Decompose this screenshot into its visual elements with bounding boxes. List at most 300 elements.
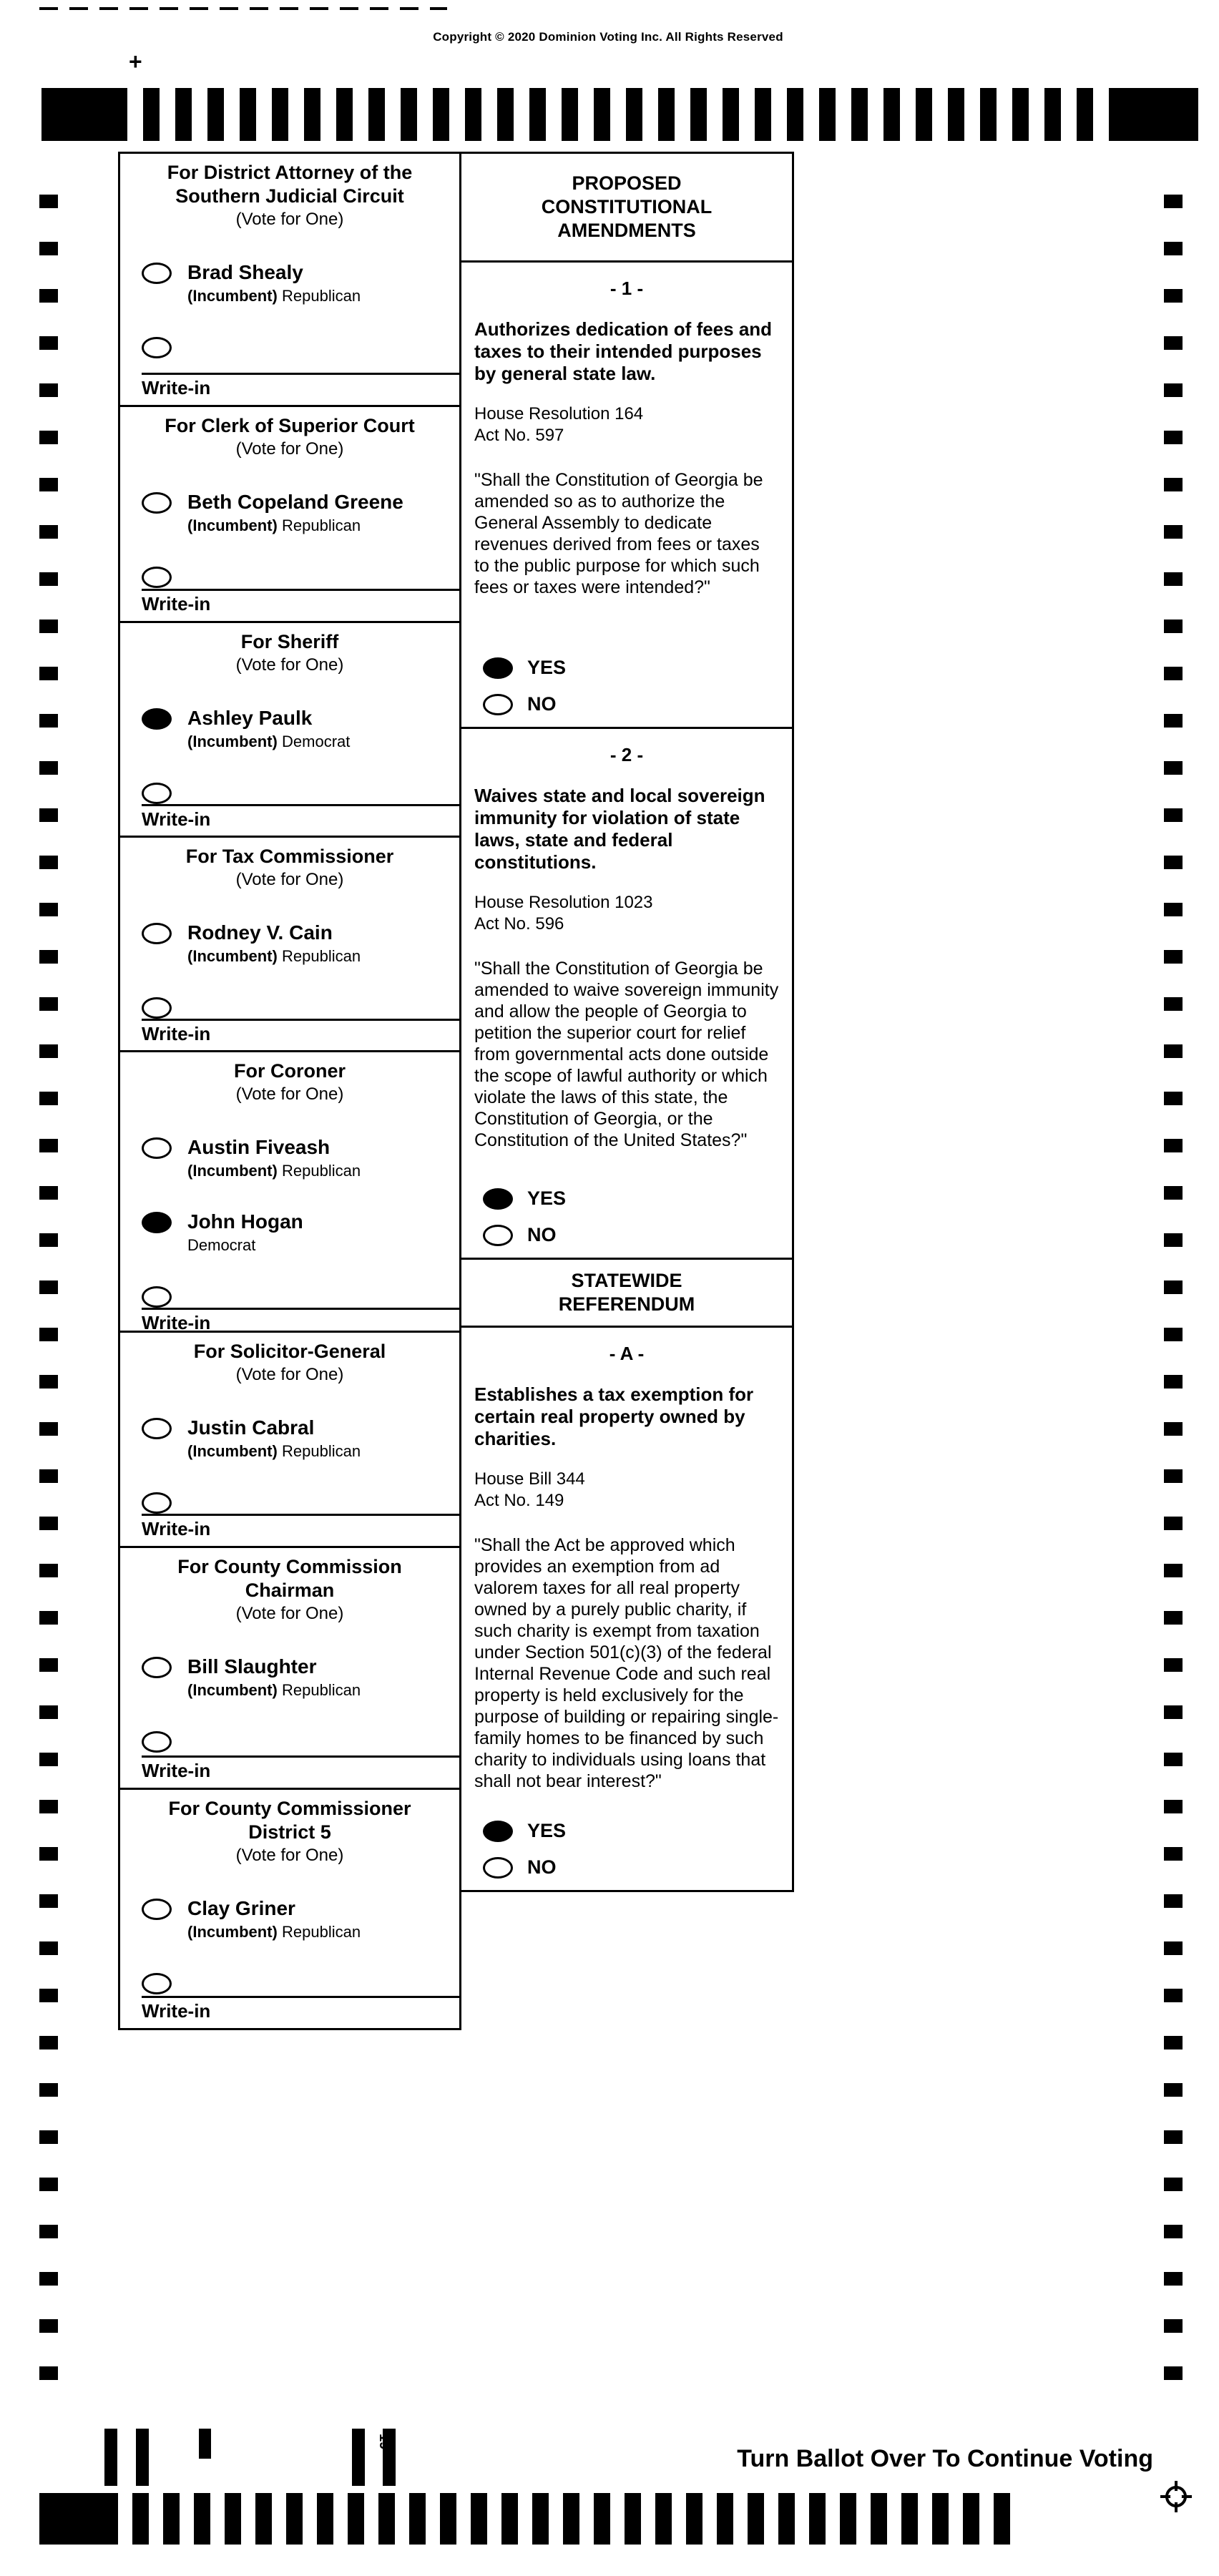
vote-oval[interactable] [142,263,172,284]
candidate-party [187,1442,361,1461]
timing-mark-bar [686,2493,702,2545]
stub-barcode-bar [352,2429,365,2486]
candidate-list [120,1657,459,1753]
contest-box [118,152,461,407]
timing-mark-bar [409,2493,426,2545]
edge-timing-mark [39,2130,58,2144]
candidate-list [120,923,459,1019]
measure-authority [474,892,779,935]
candidate-list [120,1899,459,1994]
incumbent-label: (Incumbent) [187,1923,278,1941]
edge-timing-mark [39,431,58,444]
yes-oval-filled[interactable] [483,1188,513,1210]
write-in-oval[interactable] [142,997,172,1019]
contest-box [118,621,461,838]
measure-number: - 2 - [610,744,644,765]
contest-title [120,1797,459,1844]
write-in-area[interactable] [142,804,459,831]
no-option-row [483,1856,779,1879]
write-in-oval[interactable] [142,567,172,588]
party-label: Republican [282,1442,361,1460]
section-header-line: STATEWIDE [571,1270,682,1291]
incumbent-label: (Incumbent) [187,287,278,305]
measure-question: "Shall the Constitution of Georgia be amended so as to authorize the General Assembly to dedicate revenues derived from fees or taxes to the public purpose for which such fees or taxes were intended?" [474,470,763,597]
candidate-text [187,261,361,305]
edge-timing-mark [1164,2319,1183,2333]
timing-mark-bar [625,2493,641,2545]
edge-timing-mark [1164,2083,1183,2097]
timing-mark-bar [286,2493,303,2545]
candidate-row [142,263,459,305]
timing-mark-bar [717,2493,733,2545]
edge-timing-mark [1164,1800,1183,1813]
no-oval[interactable] [483,694,513,715]
timing-mark-bar [690,88,707,141]
vote-oval[interactable] [142,1899,172,1920]
edge-timing-mark [39,383,58,397]
edge-timing-mark [39,2366,58,2380]
timing-block [41,88,127,141]
write-in-label: Write-in [142,377,211,398]
edge-timing-mark [39,1517,58,1530]
edge-timing-mark [1164,2272,1183,2286]
edge-timing-mark [1164,289,1183,303]
edge-timing-mark [1164,1705,1183,1719]
timing-mark-bar [207,88,224,141]
contest-title-line: For Clerk of Superior Court [165,415,415,436]
candidate-row [142,1137,459,1180]
edge-timing-mark [39,1894,58,1908]
copyright-text: Copyright © 2020 Dominion Voting Inc. All Rights Reserved [433,30,783,44]
candidate-row [142,1212,459,1255]
stub-number: 19 [376,2434,392,2450]
write-in-oval[interactable] [142,1973,172,1994]
candidate-row [142,708,459,751]
measure-summary: Waives state and local sovereign immunity for violation of state laws, state and federal constitutions. [474,785,765,873]
perforation-dashes [39,7,447,10]
edge-timing-mark [1164,856,1183,869]
candidate-text [187,921,361,966]
incumbent-label: (Incumbent) [187,947,278,965]
vote-oval[interactable] [142,1137,172,1159]
candidate-row [142,923,459,966]
candidate-party [187,287,361,305]
candidate-text [187,1136,361,1180]
timing-mark-bar [655,2493,672,2545]
vote-oval[interactable] [142,1657,172,1678]
edge-timing-mark [39,1564,58,1577]
timing-mark-bar [163,2493,180,2545]
measure-number: - 1 - [610,278,644,299]
candidate-name: Beth Copeland Greene [187,491,403,513]
edge-timing-mark [39,572,58,586]
timing-mark-bar [532,2493,549,2545]
candidate-row [142,1657,459,1700]
write-in-row [142,1973,459,1994]
edge-timing-mark [1164,903,1183,916]
no-label: NO [527,1224,557,1245]
timing-mark-bar [963,2493,979,2545]
measure-box [459,260,794,729]
timing-mark-bar [471,2493,487,2545]
edge-timing-mark [39,242,58,255]
edge-timing-mark [39,761,58,775]
candidate-name: Clay Griner [187,1897,295,1919]
edge-timing-mark [1164,667,1183,680]
edge-timing-mark [39,2036,58,2049]
timing-mark-bar [748,2493,764,2545]
vote-oval[interactable] [142,492,172,514]
yes-label: YES [527,657,567,678]
edge-timing-mark [39,525,58,539]
yes-oval-filled[interactable] [483,657,513,679]
yes-option-row [483,657,779,679]
timing-mark-bar [594,88,610,141]
edge-timing-mark [1164,1469,1183,1483]
write-in-area[interactable] [142,589,459,615]
measure-options [474,1187,779,1249]
edge-timing-mark [39,1375,58,1389]
write-in-row [142,783,459,804]
contest-box [118,405,461,623]
contest-title-line: District 5 [248,1821,331,1843]
candidate-name: John Hogan [187,1210,303,1233]
candidate-name: Justin Cabral [187,1416,315,1439]
edge-timing-mark [39,1233,58,1247]
timing-mark-bar [562,88,578,141]
measures-column [459,154,794,1892]
contest-title-line: For District Attorney of the [167,162,413,183]
contest-title-line: For Solicitor-General [193,1341,386,1362]
edge-timing-mark [39,2225,58,2238]
write-in-oval[interactable] [142,1286,172,1308]
contest-box [118,1050,461,1333]
write-in-oval[interactable] [142,337,172,358]
timing-block [39,2493,118,2545]
candidate-row [142,492,459,535]
yes-label: YES [527,1820,567,1841]
timing-mark-bar [501,2493,518,2545]
party-label: Republican [282,947,361,965]
party-label: Democrat [187,1236,256,1254]
measure-options [474,657,779,718]
vote-for-instruction: (Vote for One) [235,1365,344,1384]
timing-mark-bar [948,88,964,141]
edge-timing-mark [39,1422,58,1436]
timing-mark-bar [240,88,256,141]
timing-mark-bar [378,2493,395,2545]
write-in-row [142,567,459,588]
incumbent-label: (Incumbent) [187,733,278,750]
edge-timing-mark [39,1989,58,2002]
section-header-box [459,1258,794,1328]
yes-oval-filled[interactable] [483,1821,513,1842]
section-header-line: REFERENDUM [558,1293,695,1315]
write-in-label: Write-in [142,808,211,830]
edge-timing-mark [1164,1753,1183,1766]
vote-for-instruction: (Vote for One) [235,1846,344,1865]
timing-mark-bar [851,88,868,141]
write-in-row [142,997,459,1019]
contest-title-line: For Coroner [233,1060,346,1082]
timing-mark-bar [194,2493,210,2545]
edge-timing-mark [1164,195,1183,208]
vote-for-instruction: (Vote for One) [235,1084,344,1104]
vote-for-instruction: (Vote for One) [235,210,344,229]
edge-timing-mark [39,1044,58,1058]
candidate-party [187,1681,361,1700]
write-in-area[interactable] [142,373,459,399]
edge-timing-mark [39,195,58,208]
timing-mark-bar [465,88,481,141]
turn-ballot-over-text: Turn Ballot Over To Continue Voting [737,2445,1153,2472]
candidate-list [120,263,459,358]
timing-mark-bar [755,88,771,141]
timing-mark-bar [401,88,417,141]
edge-timing-mark [39,1847,58,1861]
candidate-text [187,491,403,535]
timing-mark-bar [994,2493,1010,2545]
contest-box [118,1546,461,1790]
edge-timing-mark [1164,1658,1183,1672]
edge-timing-mark [1164,808,1183,822]
vote-oval[interactable] [142,923,172,944]
edge-timing-mark [1164,478,1183,491]
timing-mark-bar [1077,88,1093,141]
timing-mark-bar [901,2493,918,2545]
candidate-name: Rodney V. Cain [187,921,333,944]
edge-timing-mark [39,619,58,633]
edge-timing-mark [39,1186,58,1200]
edge-timing-mark [1164,1611,1183,1625]
edge-timing-mark [1164,1139,1183,1152]
edge-timing-mark [39,1139,58,1152]
contest-title [120,1555,459,1602]
incumbent-label: (Incumbent) [187,1681,278,1699]
timing-mark-bar [932,2493,949,2545]
write-in-label: Write-in [142,1518,211,1539]
edge-timing-mark [1164,242,1183,255]
write-in-area[interactable] [142,1996,459,2022]
stub-barcode-bar [199,2429,211,2459]
edge-timing-mark [1164,1517,1183,1530]
edge-timing-mark [1164,1092,1183,1105]
edge-timing-mark [39,856,58,869]
party-label: Republican [282,1923,361,1941]
timing-mark-bar [143,88,160,141]
contest-title-line: For County Commission [177,1556,402,1577]
edge-timing-mark [39,1800,58,1813]
write-in-label: Write-in [142,1760,211,1781]
edge-timing-mark [1164,431,1183,444]
party-label: Republican [282,1681,361,1699]
vote-for-instruction: (Vote for One) [235,870,344,889]
contest-title [120,1059,459,1083]
vote-oval-filled[interactable] [142,1212,172,1233]
write-in-area[interactable] [142,1514,459,1540]
edge-timing-mark [1164,383,1183,397]
edge-timing-mark [1164,1328,1183,1341]
contest-title [120,845,459,868]
measure-authority-line: House Bill 344 [474,1469,585,1489]
timing-mark-bar [980,88,997,141]
candidate-text [187,1655,361,1700]
candidate-list [120,1418,459,1514]
measure-number: - A - [609,1343,645,1364]
vote-oval-filled[interactable] [142,708,172,730]
candidate-party [187,516,403,535]
candidate-list [120,1137,459,1308]
timing-marks-top [41,88,1198,141]
vote-for-instruction: (Vote for One) [235,1604,344,1623]
timing-mark-bar [626,88,642,141]
candidate-name: Austin Fiveash [187,1136,331,1158]
edge-timing-mark [39,667,58,680]
edge-timing-mark [1164,714,1183,728]
write-in-area[interactable] [142,1755,459,1782]
candidate-name: Bill Slaughter [187,1655,317,1678]
edge-timing-mark [39,1941,58,1955]
edge-timing-mark [1164,761,1183,775]
candidate-party [187,1923,361,1941]
section-header-line: AMENDMENTS [557,220,696,241]
measure-authority-line: Act No. 149 [474,1491,564,1510]
measure-authority-line: Act No. 597 [474,426,564,445]
no-option-row [483,1224,779,1246]
registration-plus-mark: + [129,49,142,74]
measure-authority [474,1469,779,1512]
measure-question: "Shall the Act be approved which provides an exemption from ad valorem taxes for all real property owned by a purely public charity, if such charity is exempt from taxation under Section 501(c)(3) of the federal Internal Revenue Code and such real property is held exclusively for the purpose of building or repairing single-family homes to be financed by such charity to individuals using loans that shall not bear interest?" [474,1535,779,1791]
vote-oval[interactable] [142,1418,172,1439]
write-in-area[interactable] [142,1308,459,1334]
contest-column [118,154,461,2030]
edge-timing-mark [1164,572,1183,586]
write-in-label: Write-in [142,2000,211,2022]
timing-mark-bar [1012,88,1029,141]
edge-timing-mark [39,336,58,350]
edge-timing-mark [39,2319,58,2333]
edge-timing-mark [1164,1044,1183,1058]
contest-box [118,1331,461,1548]
write-in-row [142,1286,459,1308]
candidate-text [187,1416,361,1461]
timing-mark-bar [336,88,353,141]
contest-title-line: For Sheriff [240,631,339,652]
write-in-row [142,337,459,358]
edge-timing-mark [39,2178,58,2191]
edge-timing-mark [1164,2225,1183,2238]
contest-title [120,630,459,654]
contest-title-line: For County Commissioner [168,1798,411,1819]
edge-timing-mark [1164,2130,1183,2144]
edge-timing-mark [1164,336,1183,350]
party-label: Republican [282,1162,361,1180]
write-in-row [142,1492,459,1514]
edge-timing-mark [39,478,58,491]
edge-timing-mark [1164,2366,1183,2380]
timing-mark-bar [563,2493,579,2545]
timing-mark-bar [132,2493,149,2545]
timing-mark-bar [529,88,546,141]
write-in-oval[interactable] [142,1492,172,1514]
edge-timing-mark [1164,2036,1183,2049]
edge-timing-mark [39,714,58,728]
section-header-line: PROPOSED [572,172,682,194]
party-label: Democrat [282,733,351,750]
yes-label: YES [527,1187,567,1209]
no-label: NO [527,1856,557,1878]
edge-timing-mark [1164,619,1183,633]
contest-title [120,414,459,438]
write-in-oval[interactable] [142,1731,172,1753]
measure-summary: Authorizes dedication of fees and taxes to their intended purposes by general state law. [474,318,773,384]
candidate-name: Ashley Paulk [187,707,313,729]
edge-timing-mark [1164,2178,1183,2191]
edge-timing-mark [39,1753,58,1766]
timing-mark-bar [255,2493,272,2545]
yes-option-row [483,1187,779,1210]
write-in-oval[interactable] [142,783,172,804]
timing-mark-bar [497,88,514,141]
timing-mark-bar [304,88,320,141]
section-header-line: CONSTITUTIONAL [541,196,713,217]
timing-mark-bar [317,2493,333,2545]
measure-options [474,1820,779,1881]
timing-mark-bar [809,2493,826,2545]
contest-title-line: For Tax Commissioner [185,846,394,867]
write-in-label: Write-in [142,1023,211,1044]
edge-timing-mark [39,2083,58,2097]
edge-timing-mark [1164,1894,1183,1908]
timing-mark-bar [433,88,449,141]
candidate-row [142,1418,459,1461]
edge-timing-mark [39,808,58,822]
party-label: Republican [282,287,361,305]
timing-mark-bar [658,88,675,141]
timing-mark-bar [778,2493,795,2545]
candidate-party [187,733,350,751]
incumbent-label: (Incumbent) [187,1162,278,1180]
stub-barcode-bar [136,2429,149,2486]
vote-for-instruction: (Vote for One) [235,655,344,675]
no-oval[interactable] [483,1857,513,1879]
edge-timing-mark [1164,1847,1183,1861]
edge-timing-mark [39,1328,58,1341]
write-in-row [142,1731,459,1753]
edge-timing-mark [1164,950,1183,964]
edge-timing-mark [1164,1280,1183,1294]
timing-mark-bar [871,2493,887,2545]
incumbent-label: (Incumbent) [187,1442,278,1460]
timing-mark-bar [819,88,836,141]
timing-mark-bar [594,2493,610,2545]
contest-title [120,161,459,208]
contest-box [118,1788,461,2030]
write-in-label: Write-in [142,1312,211,1333]
edge-timing-mark [39,1658,58,1672]
section-header-box [459,152,794,263]
no-oval[interactable] [483,1225,513,1246]
write-in-area[interactable] [142,1019,459,1045]
timing-mark-bar [840,2493,856,2545]
edge-timing-mark [39,1469,58,1483]
measure-question: "Shall the Constitution of Georgia be amended to waive sovereign immunity and allow the people of Georgia to petition the superior court for relief from governmental acts done outside the scope of lawful authority or which violate the laws of this state, the Constitution of Georgia, or the Constitution of the United States?" [474,959,779,1150]
contest-title-line: Southern Judicial Circuit [175,185,404,207]
edge-timing-mark [1164,1186,1183,1200]
timing-mark-bar [440,2493,456,2545]
measure-authority [474,403,779,446]
vote-for-instruction: (Vote for One) [235,439,344,459]
